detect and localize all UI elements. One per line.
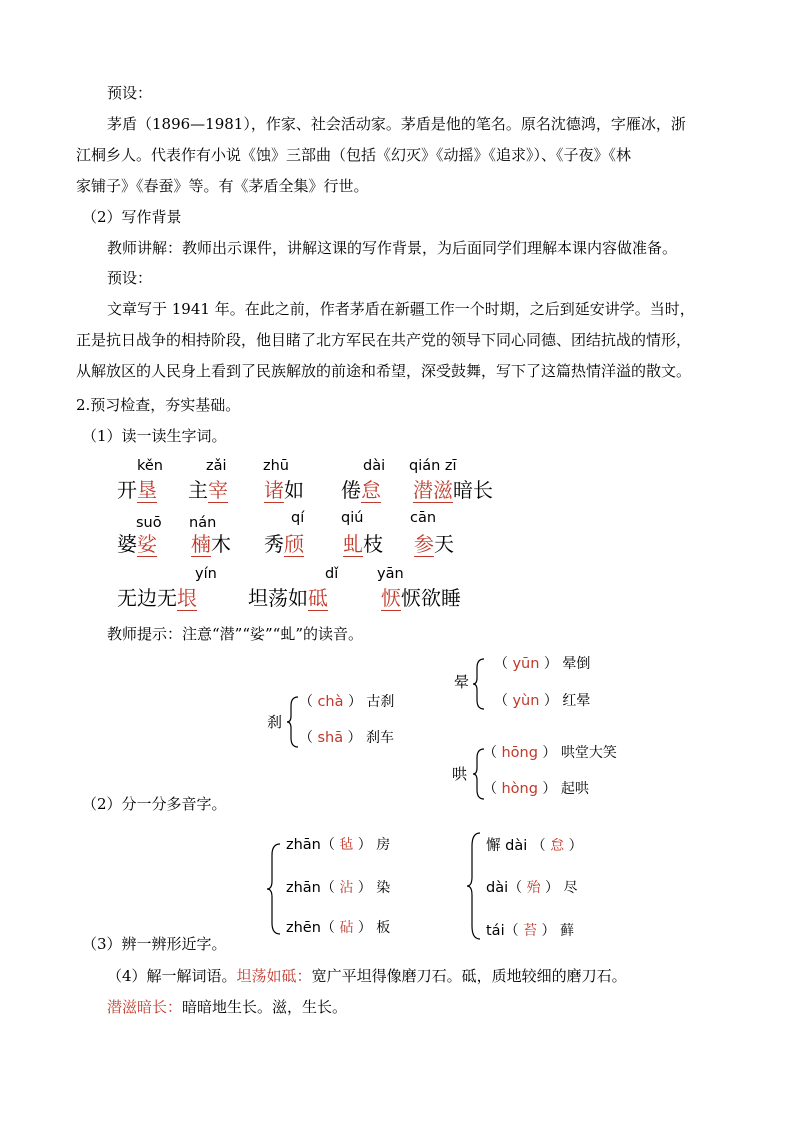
vocab-target: 垠	[177, 586, 197, 610]
prep-label: 预设：	[107, 84, 153, 102]
term: 坦荡如砥：	[236, 967, 312, 985]
vocab-target: 虬	[343, 532, 363, 556]
example-word: 红晕	[562, 693, 591, 709]
vocab-target: 恹	[381, 586, 401, 610]
vocab-plain: 如	[284, 478, 304, 502]
paragraph-line: 江桐乡人。代表作有小说《蚀》三部曲（包括《幻灭》《动摇》《追求》）、《子夜》《林	[76, 146, 632, 164]
vocab-target: 垦	[137, 478, 157, 502]
example-word: 晕倒	[562, 656, 591, 672]
pinyin: chà	[317, 694, 344, 710]
explain-prefix: （4）解一解词语。	[107, 967, 237, 985]
example-word: 起哄	[560, 781, 589, 797]
vocab-plain: 无边无	[117, 586, 177, 610]
pinyin: zhū	[263, 458, 289, 474]
vocab-target: 宰	[208, 478, 228, 502]
definition: 暗暗地生长。滋，生长。	[182, 998, 348, 1016]
vocab-plain: 枝	[363, 532, 383, 556]
vocab-plain: 秀	[264, 532, 284, 556]
vocab-plain: 坦荡如	[248, 586, 308, 610]
pinyin: zhēn	[286, 920, 321, 936]
vocab-word	[413, 478, 493, 503]
definition: 宽广平坦得像磨刀石。砥，质地较细的磨刀石。	[311, 967, 627, 985]
vocab-word	[191, 532, 231, 557]
preview-heading: 2.预习检查，夯实基础。	[76, 396, 241, 414]
pinyin: suō	[136, 515, 162, 531]
pinyin: nán	[189, 515, 217, 531]
vocab-target: 怠	[361, 478, 381, 502]
vocab-target: 砥	[308, 586, 328, 610]
pinyin: zhān	[286, 880, 321, 896]
term: 潜滋暗长：	[107, 998, 183, 1016]
answer-char: 殆	[526, 880, 541, 896]
similar-row: zhān（ 沾 ） 染	[286, 880, 391, 896]
pinyin: qiú	[341, 510, 364, 526]
teacher-note: 教师讲解：教师出示课件，讲解这课的写作背景，为后面同学们理解本课内容做准备。	[107, 239, 678, 257]
pinyin: yùn	[512, 693, 540, 709]
vocab-plain: 婆	[117, 532, 137, 556]
vocab-plain: 倦	[341, 478, 361, 502]
vocab-word	[381, 586, 461, 611]
pinyin: hòng	[501, 781, 538, 797]
example-word: 染	[376, 880, 391, 896]
pinyin: tái	[486, 923, 505, 939]
vocab-word	[117, 586, 197, 611]
pinyin: yūn	[512, 656, 540, 672]
pinyin: dài	[363, 458, 386, 474]
vocab-plain: 主	[188, 478, 208, 502]
vocab-plain: 天	[434, 532, 454, 556]
brace-icon	[286, 696, 300, 748]
polyphone-row: （ hòng ） 起哄	[483, 781, 589, 797]
vocab-target: 颀	[284, 532, 304, 556]
similar-row: dài（ 殆 ） 尽	[486, 880, 578, 896]
answer-char: 沾	[339, 880, 354, 896]
polyphone-char: 刹	[267, 713, 283, 731]
vocab-word	[188, 478, 228, 503]
pinyin-with-char: 懈 dài	[486, 838, 528, 854]
pinyin: shā	[317, 730, 344, 746]
read-heading: （1）读一读生字词。	[82, 427, 227, 445]
teacher-tip: 教师提示：注意“潜”“娑”“虬”的读音。	[107, 625, 364, 643]
example-word: 板	[376, 920, 391, 936]
vocab-word	[414, 532, 454, 557]
pinyin: kěn	[137, 458, 163, 474]
vocab-word	[117, 478, 157, 503]
explain-line	[107, 967, 627, 985]
example-word: 古刹	[366, 694, 395, 710]
brace-icon	[266, 843, 282, 935]
paragraph-line: 家铺子》《春蚕》等。有《茅盾全集》行世。	[76, 177, 369, 195]
vocab-word	[264, 532, 304, 557]
pinyin: cān	[410, 510, 437, 526]
pinyin: yín	[195, 566, 217, 582]
polyphone-row: （ shā ） 刹车	[299, 730, 394, 746]
vocab-word	[117, 532, 157, 557]
vocab-plain: 木	[211, 532, 231, 556]
similar-row: zhān（ 毡 ） 房	[286, 837, 391, 853]
paragraph-line: 茅盾（1896—1981），作家、社会活动家。茅盾是他的笔名。原名沈德鸿，字雁冰，浙	[107, 115, 686, 133]
answer-char: 毡	[339, 837, 354, 853]
section-heading: （2）写作背景	[82, 208, 182, 226]
vocab-target: 娑	[137, 532, 157, 556]
polyphone-row: （ yùn ） 红晕	[494, 693, 591, 709]
example-word: 尽	[563, 880, 578, 896]
vocab-target: 诸	[264, 478, 284, 502]
pinyin: qí	[291, 510, 305, 526]
polyphone-row: （ yūn ） 晕倒	[494, 656, 591, 672]
example-word: 房	[376, 837, 391, 853]
brace-icon	[466, 832, 482, 940]
pinyin: zhān	[286, 837, 321, 853]
example-word: 哄堂大笑	[560, 745, 617, 761]
vocab-target: 楠	[191, 532, 211, 556]
vocab-target: 潜滋	[413, 478, 453, 502]
pinyin: dài	[486, 880, 509, 896]
similar-row: tái（ 苔 ） 藓	[486, 923, 574, 939]
answer-char: 苔	[523, 923, 538, 939]
polyphone-char: 哄	[452, 765, 468, 783]
vocab-word	[248, 586, 328, 611]
example-word: 藓	[559, 923, 574, 939]
paragraph-line: 从解放区的人民身上看到了民族解放的前途和希望，深受鼓舞，写下了这篇热情洋溢的散文。	[76, 362, 692, 380]
paragraph-line: 文章写于 1941 年。在此之前，作者茅盾在新疆工作一个时期，之后到延安讲学。当时，	[107, 300, 695, 318]
brace-icon	[472, 658, 486, 710]
similar-row: 懈 dài （ 怠 ）	[486, 838, 583, 854]
answer-char: 怠	[550, 838, 565, 854]
polyphone-row: （ hōng ） 哄堂大笑	[483, 745, 617, 761]
similar-row: zhēn（ 砧 ） 板	[286, 920, 391, 936]
pinyin: qián zī	[409, 458, 457, 474]
vocab-plain: 恹欲睡	[401, 586, 461, 610]
distinguish-heading: （3）辨一辨形近字。	[82, 935, 227, 953]
paragraph-line: 正是抗日战争的相持阶段，他目睹了北方军民在共产党的领导下同心同德、团结抗战的情形，	[76, 331, 692, 349]
prep-label: 预设：	[107, 269, 153, 287]
split-heading: （2）分一分多音字。	[82, 795, 227, 813]
example-word: 刹车	[366, 730, 394, 746]
vocab-word	[341, 478, 381, 503]
vocab-word	[264, 478, 304, 503]
vocab-plain: 开	[117, 478, 137, 502]
vocab-plain: 暗长	[453, 478, 493, 502]
pinyin: yān	[377, 566, 404, 582]
pinyin: hōng	[501, 745, 538, 761]
polyphone-char: 晕	[454, 673, 470, 691]
pinyin: zǎi	[206, 458, 227, 474]
answer-char: 砧	[339, 920, 354, 936]
vocab-target: 参	[414, 532, 434, 556]
vocab-word	[343, 532, 383, 557]
explain-line	[107, 998, 347, 1016]
pinyin: dǐ	[325, 566, 339, 582]
polyphone-row: （ chà ） 古刹	[299, 694, 395, 710]
